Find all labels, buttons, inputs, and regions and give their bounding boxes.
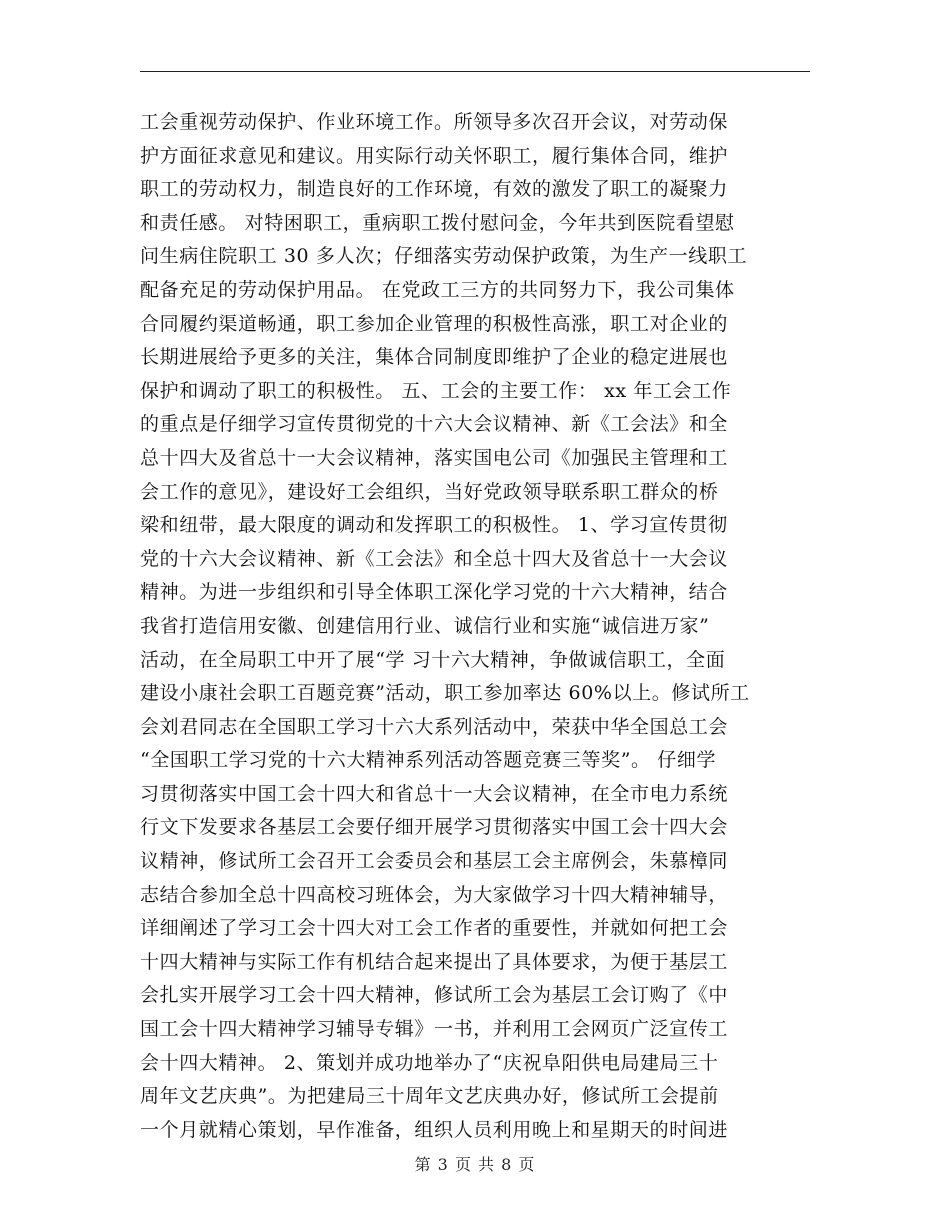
text-line: 和责任感。 对特困职工，重病职工拨付慰问金，今年共到医院看望慰 [140,211,735,234]
text-line: 周年文艺庆典”。为把建局三十周年文艺庆典办好，修试所工会提前 [140,1085,719,1108]
text-line: 一个月就精心策划，早作准备，组织人员利用晚上和星期天的时间进 [140,1118,729,1141]
text-line: 会扎实开展学习工会十四大精神，修试所工会为基层工会订购了《中 [140,984,729,1007]
text-line: 配备充足的劳动保护用品。 在党政工三方的共同努力下，我公司集体 [140,278,735,301]
text-line: 国工会十四大精神学习辅导专辑》一书，并利用工会网页广泛宣传工 [140,1018,729,1041]
text-line: 志结合参加全总十四高校习班体会，为大家做学习十四大精神辅导， [140,883,729,906]
text-line: 党的十六大会议精神、新《工会法》和全总十四大及省总十一大会议 [140,547,729,570]
text-line: 总十四大及省总十一大会议精神，落实国电公司《加强民主管理和工 [140,446,729,469]
header-rule [140,71,810,72]
text-line: 详细阐述了学习工会十四大对工会工作者的重要性，并就如何把工会 [140,917,729,940]
text-line: 护方面征求意见和建议。用实际行动关怀职工，履行集体合同，维护 [140,144,729,167]
text-line: 工会重视劳动保护、作业环境工作。所领导多次召开会议，对劳动保 [140,111,729,133]
text-line: 行文下发要求各基层工会要仔细开展学习贯彻落实中国工会十四大会 [140,816,729,839]
text-line: 会十四大精神。 2、策划并成功地举办了“庆祝阜阳供电局建局三十 [140,1051,719,1074]
text-line: 保护和调动了职工的积极性。 五、工会的主要工作： xx 年工会工作 [140,379,732,402]
text-line: “全国职工学习党的十六大精神系列活动答题竞赛三等奖”。 仔细学 [140,749,717,772]
text-line: 议精神，修试所工会召开工会委员会和基层工会主席例会，朱慕樟同 [140,850,729,873]
text-line: 会工作的意见》，建设好工会组织，当好党政领导联系职工群众的桥 [140,480,719,503]
text-line: 活动，在全局职工中开了展“学 习十六大精神，争做诚信职工，全面 [140,648,726,671]
text-line: 梁和纽带，最大限度的调动和发挥职工的积极性。 1、学习宣传贯彻 [140,514,728,537]
body-text [140,106,810,1147]
text-line: 职工的劳动权力，制造良好的工作环境，有效的激发了职工的凝聚力 [140,178,729,201]
text-line: 长期进展给予更多的关注，集体合同制度即维护了企业的稳定进展也 [140,346,729,369]
text-line: 问生病住院职工 30 多人次；仔细落实劳动保护政策，为生产一线职工 [140,245,748,268]
text-line: 会刘君同志在全国职工学习十六大系列活动中，荣获中华全国总工会 [140,715,729,738]
text-line: 习贯彻落实中国工会十四大和省总十一大会议精神，在全市电力系统 [140,782,729,805]
text-line: 的重点是仔细学习宣传贯彻党的十六大会议精神、新《工会法》和全 [140,413,729,436]
text-line: 精神。为进一步组织和引导全体职工深化学习党的十六大精神，结合 [140,581,729,604]
text-line: 我省打造信用安徽、创建信用行业、诚信行业和实施“诚信进万家” [140,614,710,637]
page-number-footer: 第 3 页 共 8 页 [414,1155,536,1174]
text-line: 建设小康社会职工百题竞赛”活动，职工参加率达 60%以上。修试所工 [140,682,750,705]
text-line: 十四大精神与实际工作有机结合起来提出了具体要求，为便于基层工 [140,950,729,973]
text-line: 合同履约渠道畅通，职工参加企业管理的积极性高涨，职工对企业的 [140,312,729,335]
